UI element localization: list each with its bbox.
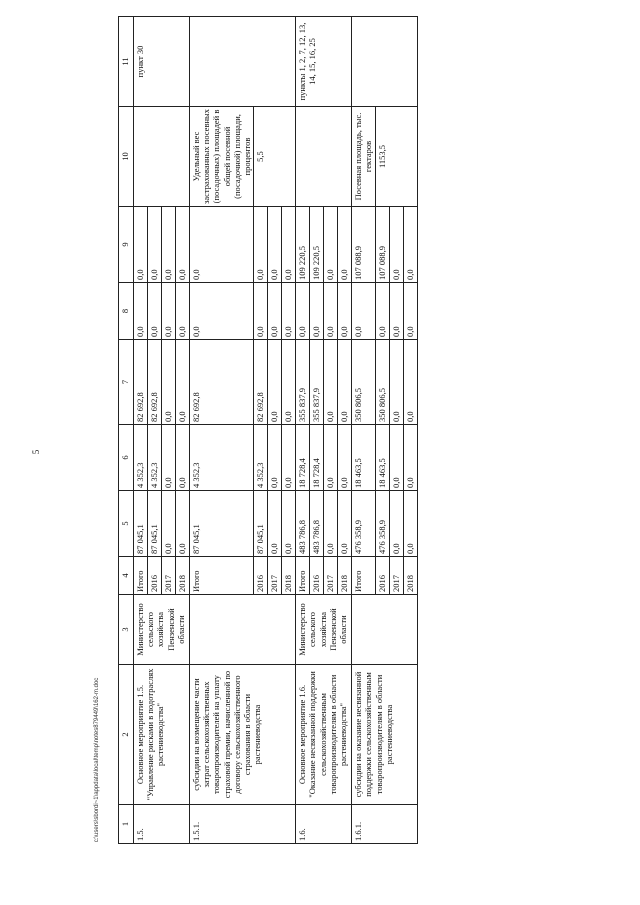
section-number: 1.6.: [296, 805, 352, 844]
table-row: [190, 17, 254, 844]
municipal-budget-cell: 0,0: [296, 283, 310, 340]
program-reference: [352, 17, 417, 107]
column-number: 9: [119, 207, 134, 283]
column-number: 6: [119, 425, 134, 491]
total-cell: 0,0: [162, 491, 176, 557]
federal-budget-cell: 0,0: [324, 425, 338, 491]
federal-budget-cell: 0,0: [282, 425, 296, 491]
year-cell: 2018: [338, 557, 352, 595]
rotated-table-frame: [118, 17, 592, 844]
regional-budget-cell: 82 692,8: [254, 340, 268, 425]
extrabudgetary-cell: 107 088,9: [375, 207, 389, 283]
column-number: 5: [119, 491, 134, 557]
federal-budget-cell: 18 463,5: [375, 425, 389, 491]
federal-budget-cell: 18 728,4: [310, 425, 324, 491]
column-number: 8: [119, 283, 134, 340]
indicator-name: Посевная площадь, тыс. гектаров: [352, 107, 375, 207]
municipal-budget-cell: 0,0: [403, 283, 417, 340]
regional-budget-cell: 0,0: [162, 340, 176, 425]
total-cell: 87 045,1: [190, 491, 254, 557]
total-cell: 0,0: [338, 491, 352, 557]
section-name: субсидии на оказание несвязанной поддержки сельскохозяйственным товаропроизводителям в области растениеводства: [352, 665, 417, 805]
indicator-name: Удельный вес застрахованных посевных (посадочных) площадей в общей посевной (посадочной) площади, процентов: [190, 107, 254, 207]
year-cell: 2017: [389, 557, 403, 595]
federal-budget-cell: 4 352,3: [190, 425, 254, 491]
municipal-budget-cell: 0,0: [254, 283, 268, 340]
column-number: 3: [119, 595, 134, 665]
column-number: 7: [119, 340, 134, 425]
indicator-name: [134, 107, 190, 207]
year-cell: 2018: [403, 557, 417, 595]
federal-budget-cell: 0,0: [403, 425, 417, 491]
federal-budget-cell: 0,0: [389, 425, 403, 491]
municipal-budget-cell: 0,0: [338, 283, 352, 340]
extrabudgetary-cell: 0,0: [148, 207, 162, 283]
year-cell: 2017: [268, 557, 282, 595]
column-number-row: [119, 17, 134, 844]
table-row: [296, 17, 310, 844]
total-cell: 0,0: [389, 491, 403, 557]
total-cell: 87 045,1: [134, 491, 148, 557]
column-number: 10: [119, 107, 134, 207]
regional-budget-cell: 82 692,8: [134, 340, 148, 425]
regional-budget-cell: 0,0: [282, 340, 296, 425]
regional-budget-cell: 0,0: [176, 340, 190, 425]
table-row: [352, 17, 375, 844]
section-number: 1.6.1.: [352, 805, 417, 844]
regional-budget-cell: 0,0: [403, 340, 417, 425]
column-number: 11: [119, 17, 134, 107]
federal-budget-cell: 0,0: [162, 425, 176, 491]
program-reference: пункты 1, 2, 7, 12, 13, 14, 15, 16, 25: [296, 17, 352, 107]
regional-budget-cell: 355 837,9: [310, 340, 324, 425]
municipal-budget-cell: 0,0: [190, 283, 254, 340]
federal-budget-cell: 4 352,3: [134, 425, 148, 491]
year-cell: 2018: [282, 557, 296, 595]
extrabudgetary-cell: 0,0: [176, 207, 190, 283]
municipal-budget-cell: 0,0: [176, 283, 190, 340]
federal-budget-cell: 4 352,3: [254, 425, 268, 491]
year-cell: 2016: [148, 557, 162, 595]
program-table: [118, 16, 418, 844]
regional-budget-cell: 82 692,8: [148, 340, 162, 425]
year-cell: 2018: [176, 557, 190, 595]
column-number: 1: [119, 805, 134, 844]
municipal-budget-cell: 0,0: [162, 283, 176, 340]
extrabudgetary-cell: 109 220,5: [296, 207, 310, 283]
executor: Министерство сельского хозяйства Пензенской области: [134, 595, 190, 665]
total-cell: 476 358,9: [375, 491, 389, 557]
federal-budget-cell: 4 352,3: [148, 425, 162, 491]
indicator-name: [296, 107, 352, 207]
column-number: 2: [119, 665, 134, 805]
page-number: 5: [31, 449, 41, 455]
year-cell: Итого: [296, 557, 310, 595]
total-cell: 476 358,9: [352, 491, 375, 557]
extrabudgetary-cell: 109 220,5: [310, 207, 324, 283]
total-cell: 0,0: [282, 491, 296, 557]
municipal-budget-cell: 0,0: [375, 283, 389, 340]
federal-budget-cell: 18 463,5: [352, 425, 375, 491]
extrabudgetary-cell: 0,0: [254, 207, 268, 283]
extrabudgetary-cell: 0,0: [162, 207, 176, 283]
federal-budget-cell: 0,0: [338, 425, 352, 491]
executor: [352, 595, 417, 665]
indicator-value: 1153,5: [375, 107, 417, 207]
regional-budget-cell: 0,0: [389, 340, 403, 425]
year-cell: 2016: [254, 557, 268, 595]
regional-budget-cell: 0,0: [268, 340, 282, 425]
extrabudgetary-cell: 0,0: [389, 207, 403, 283]
municipal-budget-cell: 0,0: [352, 283, 375, 340]
total-cell: 87 045,1: [254, 491, 268, 557]
regional-budget-cell: 82 692,8: [190, 340, 254, 425]
municipal-budget-cell: 0,0: [282, 283, 296, 340]
regional-budget-cell: 355 837,9: [296, 340, 310, 425]
regional-budget-cell: 350 806,5: [375, 340, 389, 425]
section-name: субсидии на возмещение части затрат сельскохозяйственных товаропроизводителей на уплату страховой премии, начисленной по договору сельскохозяйственного страхования в области растениеводства: [190, 665, 296, 805]
table-container: [118, 17, 592, 844]
total-cell: 87 045,1: [148, 491, 162, 557]
regional-budget-cell: 0,0: [338, 340, 352, 425]
program-reference: [190, 17, 296, 107]
year-cell: 2017: [324, 557, 338, 595]
executor: [190, 595, 296, 665]
indicator-value: 5,5: [254, 107, 296, 207]
year-cell: Итого: [134, 557, 148, 595]
total-cell: 0,0: [176, 491, 190, 557]
extrabudgetary-cell: 0,0: [282, 207, 296, 283]
program-reference: пункт 30: [134, 17, 190, 107]
extrabudgetary-cell: 0,0: [134, 207, 148, 283]
extrabudgetary-cell: 0,0: [268, 207, 282, 283]
column-number: 4: [119, 557, 134, 595]
footer-file-path: c:\users\sbordi~1\appdata\local\temp\notes879449\162-m.doc: [94, 677, 100, 843]
federal-budget-cell: 0,0: [268, 425, 282, 491]
section-name: Основное мероприятие 1.5. "Управление рисками в подотраслях растениеводства": [134, 665, 190, 805]
year-cell: 2016: [375, 557, 389, 595]
regional-budget-cell: 350 806,5: [352, 340, 375, 425]
year-cell: 2016: [310, 557, 324, 595]
section-name: Основное мероприятие 1.6. "Оказание несвязанной поддержки сельскохозяйственным товаропроизводителям в области растениеводства": [296, 665, 352, 805]
section-number: 1.5.: [134, 805, 190, 844]
total-cell: 483 786,8: [310, 491, 324, 557]
total-cell: 0,0: [268, 491, 282, 557]
municipal-budget-cell: 0,0: [389, 283, 403, 340]
extrabudgetary-cell: 0,0: [190, 207, 254, 283]
extrabudgetary-cell: 0,0: [403, 207, 417, 283]
municipal-budget-cell: 0,0: [324, 283, 338, 340]
total-cell: 483 786,8: [296, 491, 310, 557]
executor: Министерство сельского хозяйства Пензенской области: [296, 595, 352, 665]
municipal-budget-cell: 0,0: [310, 283, 324, 340]
total-cell: 0,0: [324, 491, 338, 557]
federal-budget-cell: 18 728,4: [296, 425, 310, 491]
federal-budget-cell: 0,0: [176, 425, 190, 491]
extrabudgetary-cell: 0,0: [324, 207, 338, 283]
year-cell: Итого: [352, 557, 375, 595]
extrabudgetary-cell: 0,0: [338, 207, 352, 283]
section-number: 1.5.1.: [190, 805, 296, 844]
total-cell: 0,0: [403, 491, 417, 557]
year-cell: Итого: [190, 557, 254, 595]
year-cell: 2017: [162, 557, 176, 595]
municipal-budget-cell: 0,0: [148, 283, 162, 340]
regional-budget-cell: 0,0: [324, 340, 338, 425]
extrabudgetary-cell: 107 088,9: [352, 207, 375, 283]
municipal-budget-cell: 0,0: [134, 283, 148, 340]
municipal-budget-cell: 0,0: [268, 283, 282, 340]
table-row: [134, 17, 148, 844]
